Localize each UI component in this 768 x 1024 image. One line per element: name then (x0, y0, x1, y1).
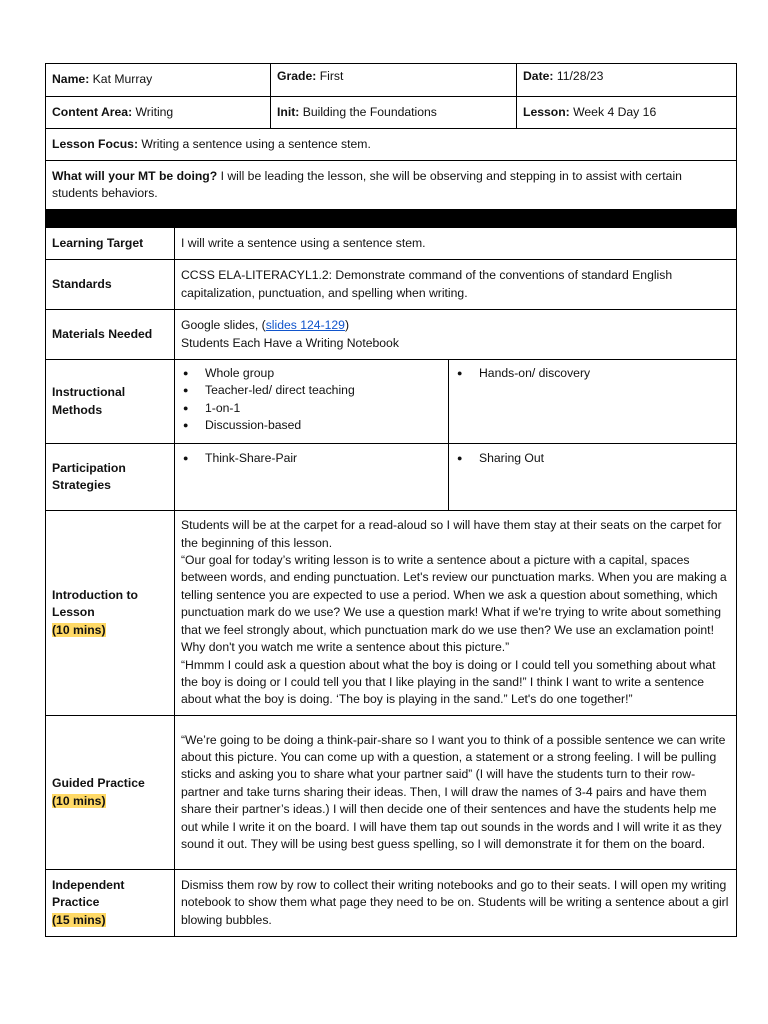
header-table (45, 63, 737, 228)
list-item: ● Discussion-based (205, 417, 442, 434)
name-cell: Name: Kat Murray (46, 64, 271, 97)
participation-right (449, 444, 737, 511)
student-name: Kat Murray (92, 72, 153, 87)
black-divider-bar (46, 210, 737, 228)
grade-cell: Grade: First (271, 64, 517, 97)
plan-table (45, 227, 737, 937)
unit-cell: Init: Building the Foundations (271, 97, 517, 129)
lesson-focus-cell: Lesson Focus: Writing a sentence using a sentence stem. (46, 129, 737, 161)
content-area-cell: Content Area: Writing (46, 97, 271, 129)
row-label: Materials Needed (46, 310, 175, 360)
list-item: ● 1-on-1 (205, 400, 442, 417)
standards-row (46, 260, 737, 310)
guided-label-cell: Guided Practice (10 mins) (46, 716, 175, 870)
methods-row (46, 360, 737, 444)
independent-text: Dismiss them row by row to collect their writing notebooks and go to their seats. I will open my writing notebook to show them what page they need to be on. Students will be writing a sentence about a girl blowing bubbles. (175, 870, 737, 937)
time-badge: (10 mins) (52, 793, 106, 808)
methods-left (175, 360, 449, 444)
row-label: Instructional Methods (46, 360, 175, 444)
list-item: ● Teacher-led/ direct teaching (205, 382, 442, 399)
learning-target-row (46, 228, 737, 260)
introduction-label-cell: Introduction to Lesson (10 mins) (46, 511, 175, 716)
list-item: ● Hands-on/ discovery (479, 365, 730, 382)
mt-role-cell: What will your MT be doing? I will be leading the lesson, she will be observing and stepping in to assist with certain students behaviors. (46, 161, 737, 210)
date-cell: Date: 11/28/23 (517, 64, 737, 97)
lesson-cell: Lesson: Week 4 Day 16 (517, 97, 737, 129)
time-badge: (15 mins) (52, 912, 106, 927)
guided-practice-row (46, 716, 737, 870)
row-label: Learning Target (46, 228, 175, 260)
list-item: ● Whole group (205, 365, 442, 382)
materials-text: Google slides, (slides 124-129) Students Each Have a Writing Notebook (175, 310, 737, 360)
introduction-text: Students will be at the carpet for a read-aloud so I will have them stay at their seats on the carpet for the beginning of this lesson. “Our goal for today’s writing lesson is to write a sentence about a picture with a capital, spaces between words, and ending punctuation. Let's review our punctuation marks. When you are making a telling sentence you are expected to use a period. When we ask a question about something, which punctuation mark do we use? We use a question mark! What if we're trying to write about something that we feel strongly about, which punctuation mark do we use then? We use an exclamation point! Why don't you watch me write a sentence about this picture.” “Hmmm I could ask a question about what the boy is doing or I could tell you something about what the boy is doing or I could tell you that I like playing in the sand!” I think I want to write a sentence about what the boy is doing. ‘The boy is playing in the sand.” Let's do one together!” (175, 511, 737, 716)
standards-text: CCSS ELA-LITERACYL1.2: Demonstrate command of the conventions of standard English capitalization, punctuation, and spelling when writing. (175, 260, 737, 310)
participation-row (46, 444, 737, 511)
introduction-row (46, 511, 737, 716)
methods-right (449, 360, 737, 444)
participation-left (175, 444, 449, 511)
independent-practice-row (46, 870, 737, 937)
learning-target-text: I will write a sentence using a sentence stem. (175, 228, 737, 260)
row-label: Participation Strategies (46, 444, 175, 511)
materials-row (46, 310, 737, 360)
slides-link[interactable]: slides 124-129 (265, 318, 345, 333)
list-item: ● Sharing Out (479, 450, 730, 467)
list-item: ● Think-Share-Pair (205, 450, 442, 467)
row-label: Standards (46, 260, 175, 310)
guided-text: “We’re going to be doing a think-pair-share so I want you to think of a possible sentence we can write about this picture. You can come up with a question, a statement or a strong feeling. I will be pulling sticks and asking you to share what your partner said” (I will have the students turn to their row-partner and take turns sharing their ideas. Then, I will draw the names of 3-4 pairs and have them share their partner’s ideas.) I will then decide one of their sentences and have the students help me out while I write it on the board. I will have them tap out sounds in the words and I will write it as they sound it out. They will be using best guess spelling, so I will demonstrate it for them on the board. (175, 716, 737, 870)
time-badge: (10 mins) (52, 622, 106, 637)
independent-label-cell: Independent Practice (15 mins) (46, 870, 175, 937)
